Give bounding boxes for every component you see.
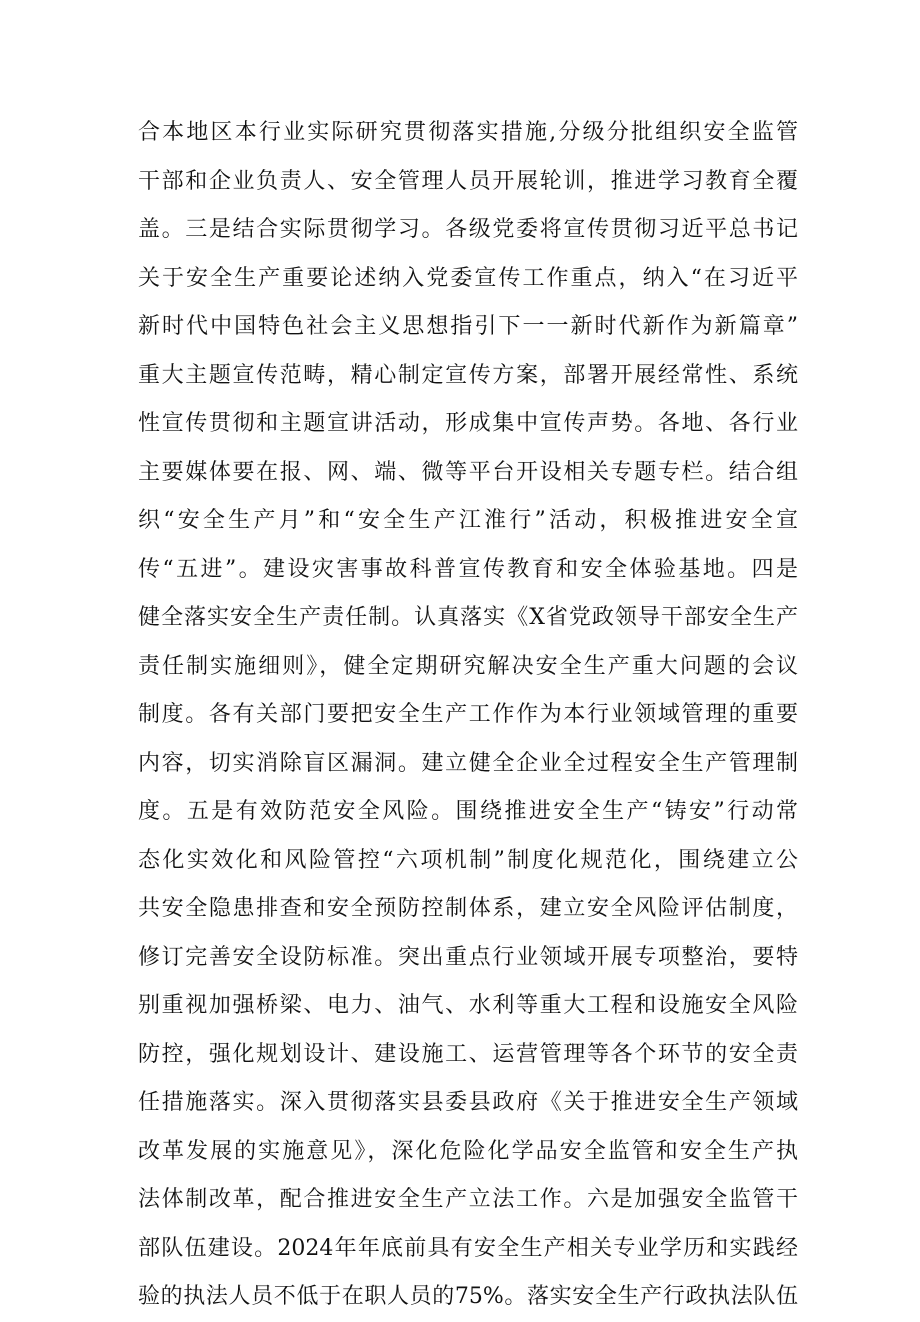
text-line: 新时代中国特色社会主义思想指引下一一新时代新作为新篇章” [138, 314, 798, 339]
text-line: 主要媒体要在报、网、端、微等平台开设相关专题专栏。结合组 [138, 459, 798, 485]
text-line: 重大主题宣传范畴，精心制定宣传方案，部署开展经常性、系统 [138, 362, 798, 388]
text-line: 验的执法人员不低于在职人员的75%。落实安全生产行政执法队伍 [138, 1284, 798, 1309]
text-line: 别重视加强桥梁、电力、油气、水利等重大工程和设施安全风险 [138, 993, 798, 1018]
text-line: 共安全隐患排查和安全预防控制体系，建立安全风险评估制度， [138, 896, 798, 921]
text-line: 修订完善安全设防标准。突出重点行业领域开展专项整治，要特 [138, 944, 798, 970]
text-line: 健全落实安全生产责任制。认真落实《X省党政领导干部安全生产 [138, 605, 798, 630]
text-line: 盖。三是结合实际贯彻学习。各级党委将宣传贯彻习近平总书记 [138, 217, 798, 242]
text-line: 织“安全生产月”和“安全生产江淮行”活动，积极推进安全宣 [138, 508, 798, 533]
text-line: 内容，切实消除盲区漏洞。建立健全企业全过程安全生产管理制 [138, 750, 798, 776]
text-line: 度。五是有效防范安全风险。围绕推进安全生产“铸安”行动常 [138, 799, 798, 824]
text-line: 态化实效化和风险管控“六项机制”制度化规范化，围绕建立公 [138, 847, 798, 873]
text-line: 性宣传贯彻和主题宣讲活动，形成集中宣传声势。各地、各行业 [138, 411, 798, 436]
text-line: 部队伍建设。2024年年底前具有安全生产相关专业学历和实践经 [138, 1235, 798, 1261]
text-line: 法体制改革，配合推进安全生产立法工作。六是加强安全监管干 [138, 1187, 798, 1212]
text-line: 责任制实施细则》，健全定期研究解决安全生产重大问题的会议 [138, 653, 798, 679]
text-line: 合本地区本行业实际研究贯彻落实措施,分级分批组织安全监管 [138, 120, 798, 145]
text-line: 防控，强化规划设计、建设施工、运营管理等各个环节的安全责 [138, 1041, 798, 1067]
text-line: 任措施落实。深入贯彻落实县委县政府《关于推进安全生产领域 [138, 1090, 798, 1115]
text-line: 改革发展的实施意见》，深化危险化学品安全监管和安全生产执 [138, 1138, 798, 1164]
text-line: 传“五进”。建设灾害事故科普宣传教育和安全体验基地。四是 [138, 556, 798, 582]
text-line: 干部和企业负责人、安全管理人员开展轮训，推进学习教育全覆 [138, 168, 798, 194]
text-line: 关于安全生产重要论述纳入党委宣传工作重点，纳入“在习近平 [138, 265, 798, 291]
body-text [138, 109, 798, 1322]
text-line: 制度。各有关部门要把安全生产工作作为本行业领域管理的重要 [138, 702, 798, 727]
